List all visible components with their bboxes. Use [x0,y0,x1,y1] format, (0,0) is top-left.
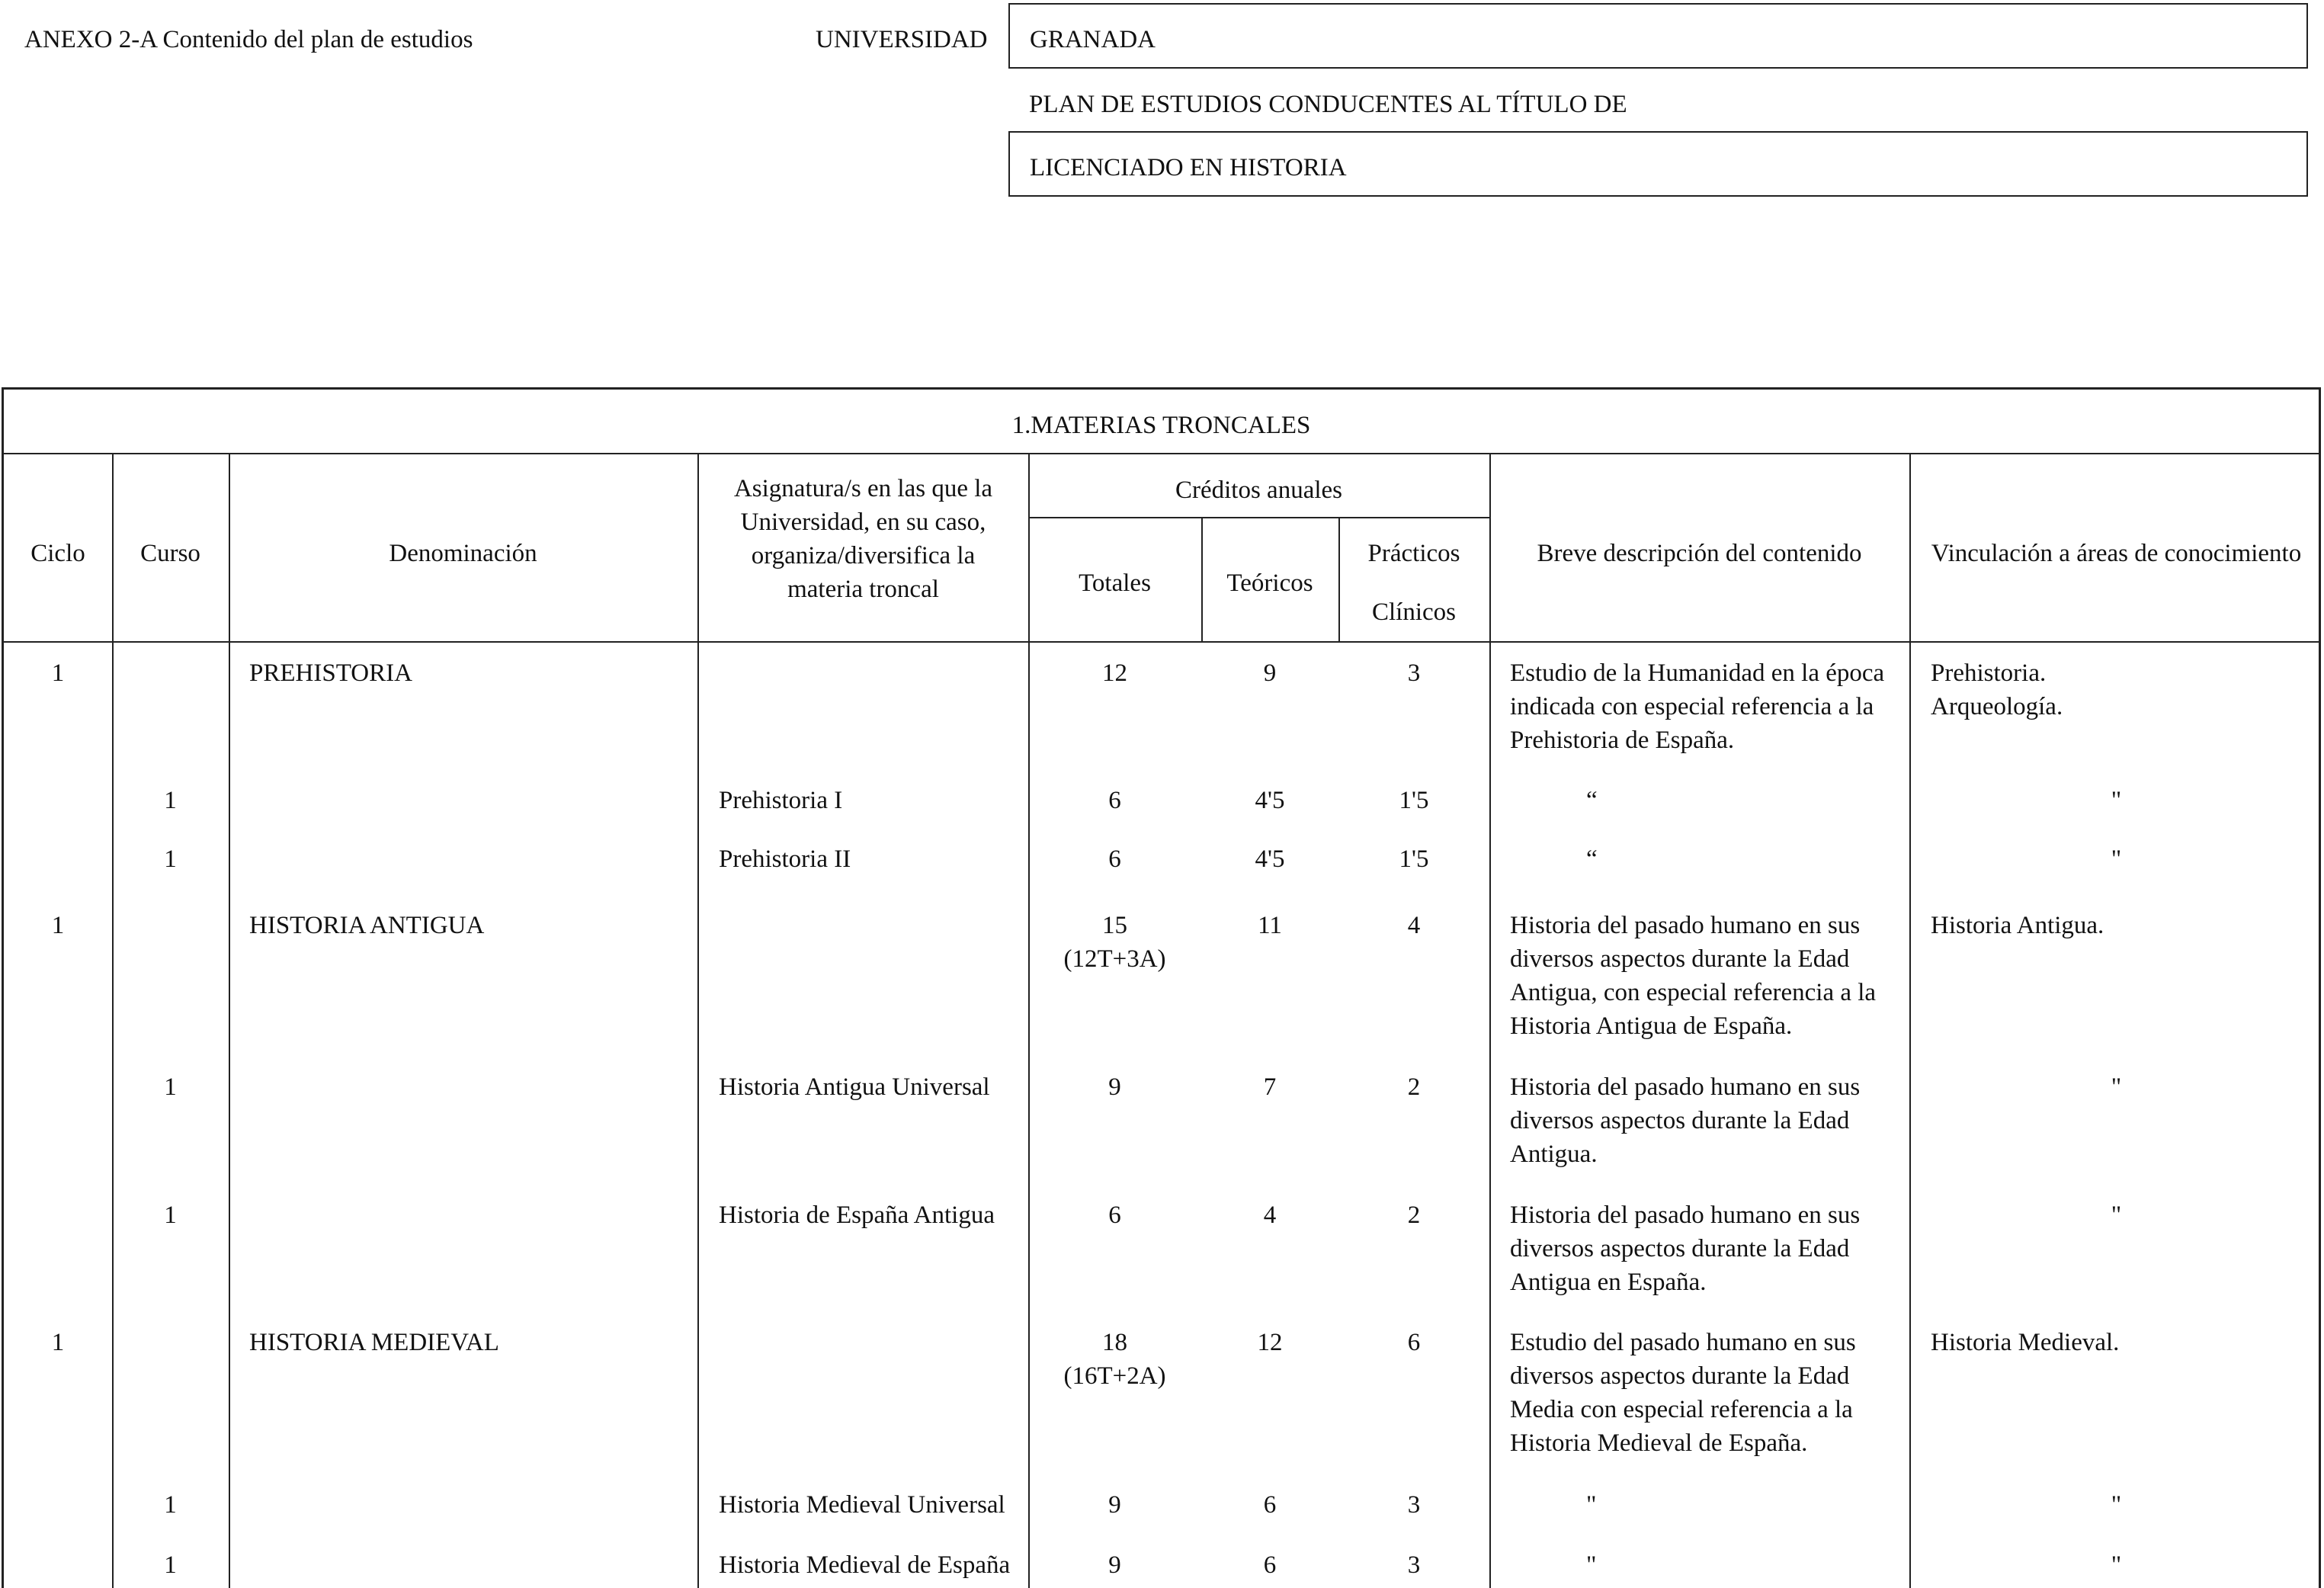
cell-asignatura: Prehistoria I [719,787,843,814]
degree-box [1008,131,2308,197]
header-denominacion: Denominación [389,540,537,567]
header-descripcion: Breve descripción del contenido [1537,540,1862,567]
cell-asignatura: Historia Antigua Universal [719,1073,990,1101]
cell-practicos: 3 [1407,659,1421,687]
cell-denominacion: HISTORIA ANTIGUA [249,912,485,939]
cell-descripcion: Historia del pasado humano en sus diversos aspectos durante la Edad Antigua. [1510,1073,1861,1168]
cell-vinculacion: Prehistoria. Arqueología. [1931,659,2063,720]
cell-descripcion: Historia del pasado humano en sus diversos aspectos durante la Edad Antigua en España. [1510,1201,1861,1296]
cell-teoricos: 4'5 [1255,787,1285,814]
cell-denominacion: PREHISTORIA [249,659,412,687]
col-divider [1028,453,1030,1588]
cell-practicos: 2 [1407,1073,1421,1101]
cell-practicos: 1'5 [1399,787,1429,814]
university-box [1008,3,2308,69]
cell-practicos: 2 [1407,1201,1421,1229]
cell-vinculacion: " [2111,1073,2122,1101]
cell-teoricos: 6 [1263,1551,1277,1579]
cell-totales: 6 [1108,787,1121,814]
cell-descripcion: “ [1586,845,1598,873]
cell-curso: 1 [164,1491,177,1519]
cell-vinculacion: " [2111,1551,2122,1579]
cell-descripcion: Estudio del pasado humano en sus diversos aspectos durante la Edad Media con especial referencia a la Historia Medieval de España. [1510,1329,1856,1457]
cell-vinculacion: " [2111,787,2122,814]
header-creditos-anuales: Créditos anuales [1175,476,1343,504]
cell-descripcion: " [1586,1491,1597,1519]
cell-denominacion: HISTORIA MEDIEVAL [249,1329,499,1356]
row-divider [4,453,2319,454]
header-clinicos: Clínicos [1371,598,1456,626]
university-value: GRANADA [1030,26,1156,53]
cell-totales: 9 [1108,1491,1121,1519]
cell-asignatura: Historia Medieval Universal [719,1491,1005,1519]
row-divider [4,641,2319,643]
cell-teoricos: 11 [1258,912,1282,939]
cell-teoricos: 7 [1263,1073,1277,1101]
cell-curso: 1 [164,1201,177,1229]
cell-teoricos: 6 [1263,1491,1277,1519]
cell-practicos: 6 [1407,1329,1421,1356]
header-asignaturas: Asignatura/s en las que la Universidad, en su caso, organiza/diversifica la materia troncal [733,475,993,603]
cell-descripcion: Estudio de la Humanidad en la época indicada con especial referencia a la Prehistoria de España. [1510,659,1885,754]
cell-teoricos: 4'5 [1255,845,1285,873]
cell-teoricos: 12 [1257,1329,1283,1356]
col-divider [697,453,699,1588]
cell-curso: 1 [164,787,177,814]
col-divider [1489,453,1491,1588]
materias-troncales-table [2,387,2321,1588]
cell-asignatura: Historia Medieval de España [719,1551,1011,1579]
col-divider [1909,453,1911,1588]
cell-totales: 6 [1108,1201,1121,1229]
header-teoricos: Teóricos [1226,569,1313,597]
cell-vinculacion: Historia Medieval. [1931,1329,2120,1356]
header-practicos: Prácticos [1367,540,1460,567]
cell-totales: 9 [1108,1073,1121,1101]
university-label: UNIVERSIDAD [816,26,988,53]
cell-vinculacion: " [2111,1491,2122,1519]
cell-asignatura: Historia de España Antigua [719,1201,995,1229]
creditos-divider [1028,517,1489,518]
header-vinculacion: Vinculación a áreas de conocimiento [1931,540,2302,567]
cell-teoricos: 4 [1263,1201,1277,1229]
cell-ciclo: 1 [51,659,65,687]
cell-practicos: 1'5 [1399,845,1429,873]
cell-curso: 1 [164,845,177,873]
cell-teoricos: 9 [1263,659,1277,687]
cell-descripcion: " [1586,1551,1597,1579]
cell-ciclo: 1 [51,1329,65,1356]
cell-practicos: 4 [1407,912,1421,939]
header-totales: Totales [1079,569,1151,597]
cell-vinculacion: " [2111,845,2122,873]
section-title: 1.MATERIAS TRONCALES [1011,412,1311,439]
header-ciclo: Ciclo [30,540,85,567]
col-divider [112,453,114,1588]
cell-practicos: 3 [1407,1551,1421,1579]
col-divider [229,453,230,1588]
cell-totales: 15 (12T+3A) [1063,912,1166,973]
header-curso: Curso [140,540,200,567]
cell-asignatura: Prehistoria II [719,845,851,873]
cell-totales: 12 [1102,659,1127,687]
cell-descripcion: Historia del pasado humano en sus diversos aspectos durante la Edad Antigua, con especial referencia a la Historia Antigua de España. [1510,912,1877,1040]
cell-descripcion: “ [1586,787,1598,814]
cell-totales: 6 [1108,845,1121,873]
cell-totales: 18 (16T+2A) [1063,1329,1166,1390]
cell-totales: 9 [1108,1551,1121,1579]
cell-vinculacion: Historia Antigua. [1931,912,2104,939]
cell-vinculacion: " [2111,1201,2122,1229]
degree-value: LICENCIADO EN HISTORIA [1030,154,1347,181]
cell-practicos: 3 [1407,1491,1421,1519]
plan-label: PLAN DE ESTUDIOS CONDUCENTES AL TÍTULO DE [1029,91,1627,118]
cell-curso: 1 [164,1073,177,1101]
cell-ciclo: 1 [51,912,65,939]
cell-curso: 1 [164,1551,177,1579]
annex-title: ANEXO 2-A Contenido del plan de estudios [24,26,473,53]
